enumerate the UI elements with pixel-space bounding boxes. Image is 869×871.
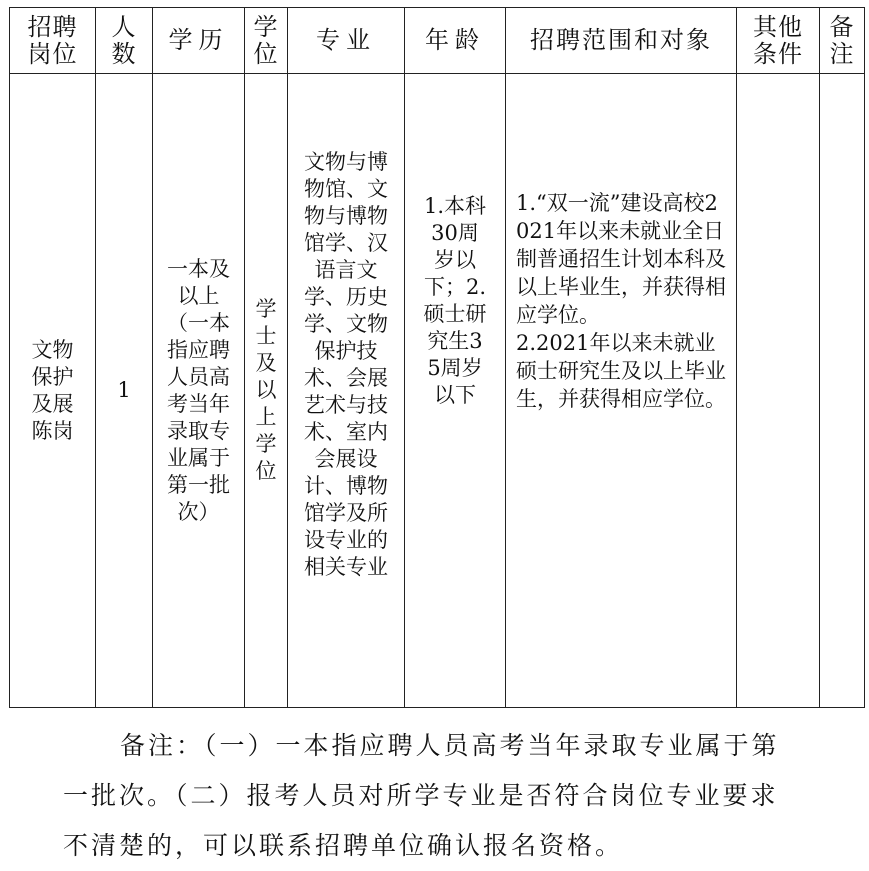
header-position: 招聘岗位 (10, 8, 96, 74)
header-education: 学历 (153, 8, 245, 74)
header-age: 年龄 (405, 8, 506, 74)
cell-position: 文物保护及展陈岗 (10, 74, 96, 708)
scope-item-2: 2.2021年以来未就业硕士研究生及以上毕业生，并获得相应学位。 (516, 330, 726, 411)
cell-degree: 学士及以上学位 (245, 74, 288, 708)
note-line-2: 一批次。（二）报考人员对所学专业是否符合岗位专业要求 (63, 781, 779, 810)
note-line-3: 不清楚的，可以联系招聘单位确认报名资格。 (63, 831, 624, 860)
cell-age: 1.本科30周岁以下；2.硕士研究生35周岁以下 (405, 74, 506, 708)
scope-item-1: 1.“双一流”建设高校2021年以来未就业全日制普通招生计划本科及以上毕业生，并获得相应学位。 (516, 190, 726, 327)
header-count: 人数 (96, 8, 153, 74)
header-scope: 招聘范围和对象 (506, 8, 737, 74)
recruitment-table (9, 7, 865, 708)
cell-education: 一本及以上（一本指应聘人员高考当年录取专业属于第一批次） (153, 74, 245, 708)
note-line-1: 备注：（一）一本指应聘人员高考当年录取专业属于第 (120, 731, 780, 760)
cell-remark (820, 74, 865, 708)
cell-count: 1 (96, 74, 153, 708)
header-other: 其他条件 (737, 8, 820, 74)
cell-scope (506, 74, 737, 708)
table-row (10, 74, 865, 708)
cell-major: 文物与博物馆、文物与博物馆学、汉语言文学、历史学、文物保护技术、会展艺术与技术、室内会展设计、博物馆学及所设专业的相关专业 (288, 74, 405, 708)
header-major: 专业 (288, 8, 405, 74)
header-remark: 备注 (820, 8, 865, 74)
cell-other (737, 74, 820, 708)
header-row (10, 8, 865, 74)
header-degree: 学位 (245, 8, 288, 74)
notes-paragraph (63, 721, 823, 871)
